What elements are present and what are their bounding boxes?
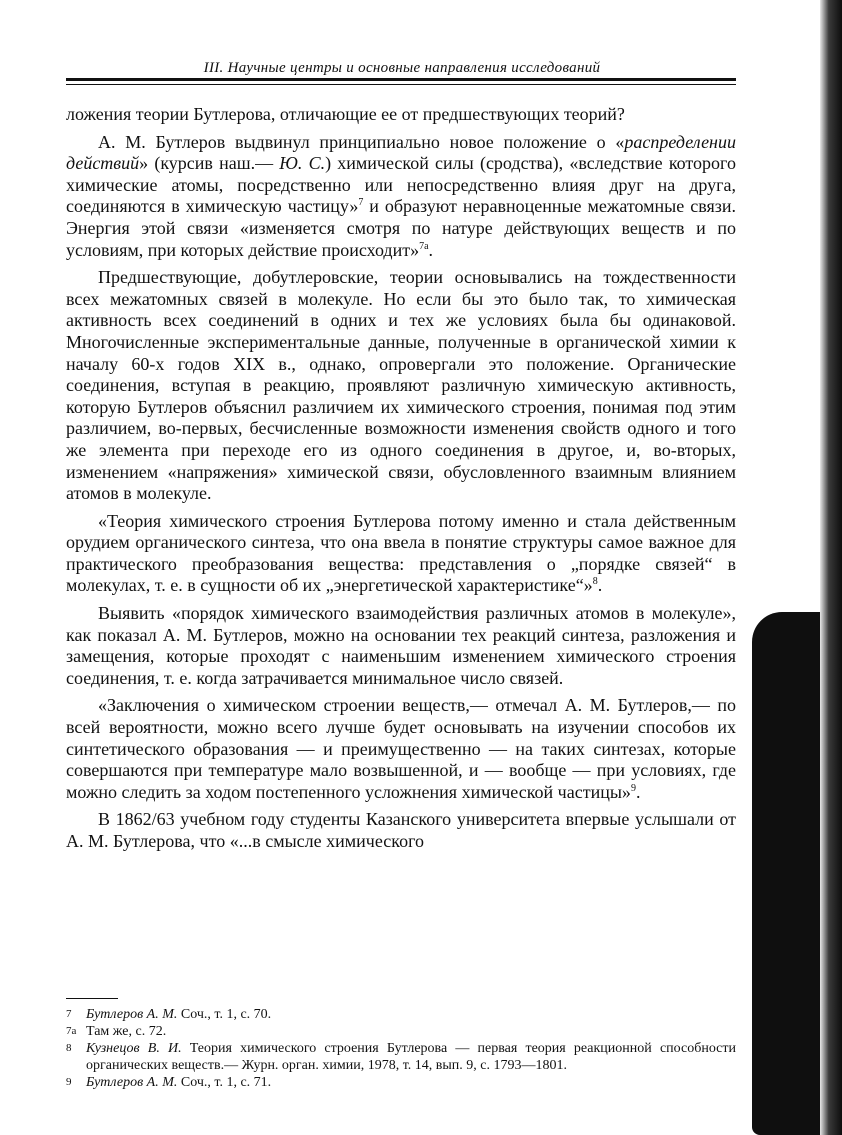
footnote <box>66 1023 736 1040</box>
paragraph-text: В 1862/63 учебном году студенты Казанского университета впервые услышали от А. М. Бутлерова, что «...в смысле химического <box>66 809 736 851</box>
footnote <box>66 1040 736 1074</box>
main-text <box>66 104 736 859</box>
footnote <box>66 1006 736 1023</box>
paragraph-text: и образуют неравноценные межатомные связи. Энергия этой связи «изменяется смотря по натуре действующих веществ и по условиям, при которых действие происходит» <box>66 196 736 260</box>
paragraph-text: «Теория химического строения Бутлерова потому именно и стала действенным орудием органического синтеза, что она ввела в понятие структуры самое важное для практического преобразования вещества: представления о „порядке связей“ в молекулах, т. е. в сущности об их „энергетической характеристике“» <box>66 510 736 596</box>
footnote-ref: 9 <box>630 782 636 794</box>
footnote-author: Бутлеров А. М. <box>86 1075 178 1090</box>
paragraph-text: » (курсив наш.— <box>139 153 280 174</box>
footnote-author: Кузнецов В. И. <box>86 1041 182 1056</box>
footnote-text: Соч., т. 1, с. 70. <box>180 1007 272 1022</box>
paragraph-7 <box>66 809 736 852</box>
paragraph-text: . <box>428 239 434 260</box>
paragraph-text: . <box>635 781 641 802</box>
scan-shadow <box>752 612 824 1135</box>
footnote <box>66 1074 736 1091</box>
paragraph-1 <box>66 104 736 126</box>
footnote-ref: 8 <box>592 576 598 588</box>
footnote-ref: 7 <box>358 197 364 209</box>
footnote-rule <box>66 998 118 999</box>
footnote-mark: 9 <box>66 1076 72 1088</box>
italic-emphasis: распределении действий <box>66 131 736 174</box>
footnote-text: Теория химического строения Бутлерова — первая теория реакционной способности органических веществ.— Журн. орган. химии, 1978, т. 14, вып. 9, с. 1793—1801. <box>86 1041 736 1073</box>
paragraph-2 <box>66 132 736 262</box>
paragraph-3 <box>66 267 736 505</box>
paragraph-text: . <box>597 575 603 596</box>
footnote-mark: 7а <box>66 1025 77 1037</box>
paragraph-text: Предшествующие, добутлеровские, теории основывались на тождественности всех межатомных связей в молекуле. Но если бы это было так, то химическая активность всех соединений в одних и тех же условиях была бы одинаковой. Многочисленные экспериментальные данные, полученные в органической химии к началу 60-х годов XIX в., однако, опровергали это положение. Органические соединения, вступая в реакцию, проявляют различную химическую активность, которую Бутлеров объяснил различием их химического строения, понимая под этим различием, во-первых, бесчисленные возможности изменения свойств одного и того же элемента при переходе его из одного соединения в другое, и, во-вторых, изменением «напряжения» химической связи, обусловленного взаимным влиянием атомов в молекуле. <box>66 267 736 504</box>
paragraph-text: Выявить «порядок химического взаимодействия различных атомов в молекуле», как показал А. М. Бутлеров, можно на основании тех реакций синтеза, разложения и замещения, которые проходят с наименьшим изменением химического строения соединения, т. е. когда затрачивается минимальное число связей. <box>66 603 736 688</box>
author-initials: Ю. С. <box>279 153 326 174</box>
paragraph-6 <box>66 695 736 803</box>
footnote-text: Соч., т. 1, с. 71. <box>180 1075 272 1090</box>
paragraph-5 <box>66 603 736 689</box>
scan-edge-shadow <box>820 0 842 1135</box>
footnote-mark: 8 <box>66 1042 72 1054</box>
running-head: III. Научные центры и основные направления исследований <box>203 60 601 76</box>
paragraph-text: «Заключения о химическом строении веществ,— отмечал А. М. Бутлеров,— по всей вероятности, можно всего лучше будет основывать на изучении способов их синтетического образования — и преимущественно — на таких синтезах, которые совершаются при температуре мало возвышенной, и — вообще — при условиях, где можно следить за ходом постепенного усложнения химической частицы» <box>66 695 736 802</box>
header-rule-thin <box>66 84 736 85</box>
footnote-text: Там же, с. 72. <box>86 1024 167 1039</box>
paragraph-4 <box>66 511 736 597</box>
header-rule-thick <box>66 78 736 81</box>
paragraph-text: ложения теории Бутлерова, отличающие ее от предшествующих теорий? <box>66 104 625 124</box>
paragraph-text: А. М. Бутлеров выдвинул принципиально новое положение о « <box>98 131 625 152</box>
footnote-mark: 7 <box>66 1008 72 1020</box>
paragraph-text: ) химической силы (сродства), «вследствие которого химические атомы, посредственно или непосредственно влияя друг на друга, соединяются в химическую частицу» <box>66 153 736 217</box>
footnotes <box>66 1006 736 1091</box>
footnote-author: Бутлеров А. М. <box>86 1007 178 1022</box>
footnote-ref: 7а <box>419 240 429 252</box>
